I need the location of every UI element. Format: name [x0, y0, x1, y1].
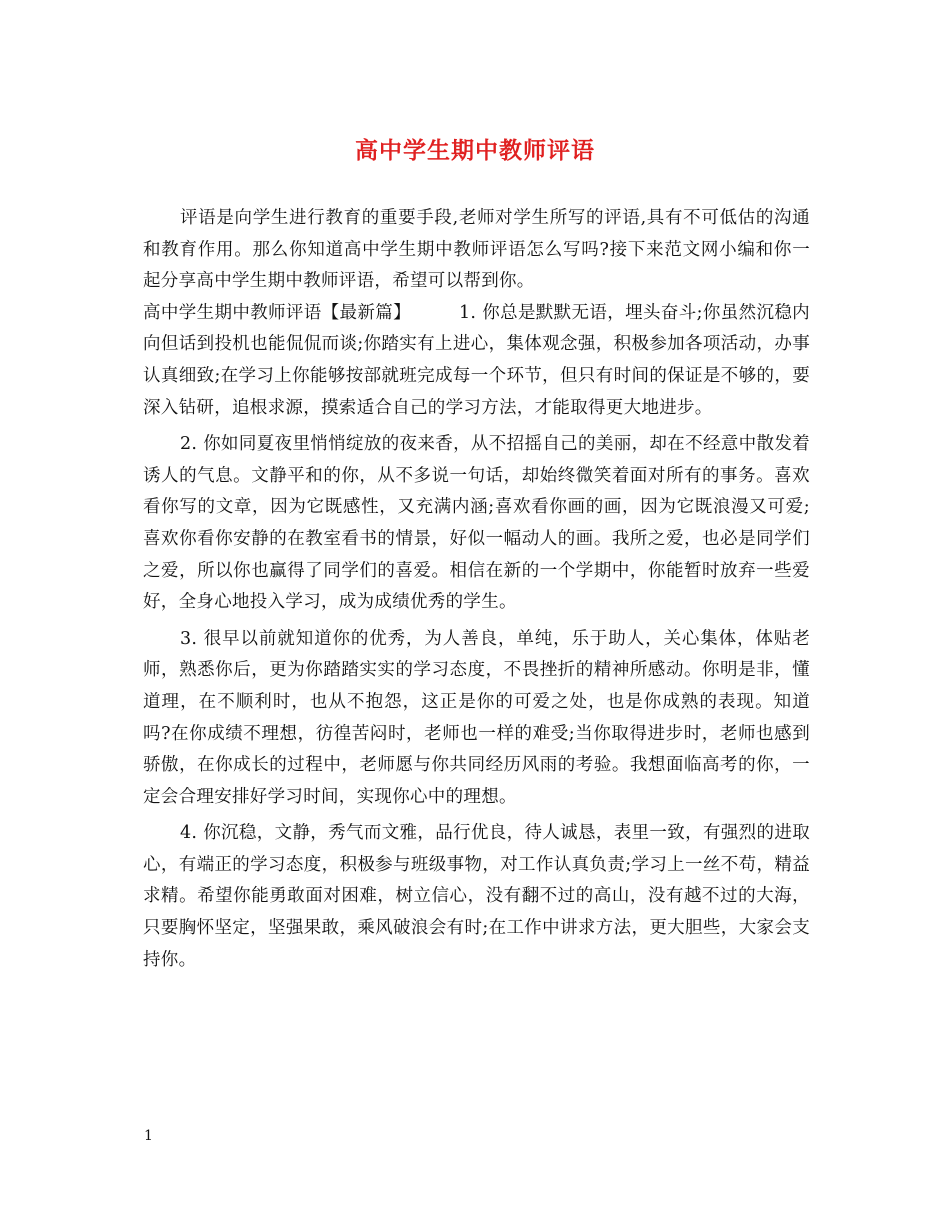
comment-item-4: 4. 你沉稳，文静，秀气而文雅，品行优良，待人诚恳，表里一致，有强烈的进取心，有端正的学习态度，积极参与班级事物，对工作认真负责;学习上一丝不苟，精益求精。希望你能勇敢面对困难，树立信心，没有翻不过的高山，没有越不过的大海，只要胸怀坚定，坚强果敢，乘风破浪会有时;在工作中讲求方法，更大胆些，大家会支持你。 [143, 823, 810, 970]
section-heading: 高中学生期中教师评语【最新篇】 [143, 302, 411, 323]
intro-paragraph: 评语是向学生进行教育的重要手段,老师对学生所写的评语,具有不可低估的沟通和教育作用。那么你知道高中学生期中教师评语怎么写吗?接下来范文网小编和你一起分享高中学生期中教师评语，希望可以帮到你。 [143, 208, 810, 292]
comment-item-3: 3. 很早以前就知道你的优秀，为人善良，单纯，乐于助人，关心集体，体贴老师，熟悉你后，更为你踏踏实实的学习态度，不畏挫折的精神所感动。你明是非，懂道理，在不顺利时，也从不抱怨，这正是你的可爱之处，也是你成熟的表现。知道吗?在你成绩不理想，彷徨苦闷时，老师也一样的难受;当你取得进步时，老师也感到骄傲，在你成长的过程中，老师愿与你共同经历风雨的考验。我想面临高考的你，一定会合理安排好学习时间，实现你心中的理想。 [143, 628, 810, 807]
document-body [143, 203, 810, 976]
page-number: 1 [144, 1128, 153, 1144]
document-title: 高中学生期中教师评语 [355, 137, 595, 164]
comment-item-1: 1. 你总是默默无语，埋头奋斗;你虽然沉稳内向但话到投机也能侃侃而谈;你踏实有上进心，集体观念强，积极参加各项活动，办事认真细致;在学习上你能够按部就班完成每一个环节，但只有时间的保证是不够的，要深入钻研，追根求源，摸索适合自己的学习方法，才能取得更大地进步。 [143, 302, 810, 418]
comment-item-2: 2. 你如同夏夜里悄悄绽放的夜来香，从不招摇自己的美丽，却在不经意中散发着诱人的气息。文静平和的你，从不多说一句话，却始终微笑着面对所有的事务。喜欢看你写的文章，因为它既感性，又充满内涵;喜欢看你画的画，因为它既浪漫又可爱;喜欢你看你安静的在教室看书的情景，好似一幅动人的画。我所之爱，也必是同学们之爱，所以你也赢得了同学们的喜爱。相信在新的一个学期中，你能暂时放弃一些爱好，全身心地投入学习，成为成绩优秀的学生。 [143, 434, 810, 613]
section-paragraph-1 [143, 298, 810, 424]
